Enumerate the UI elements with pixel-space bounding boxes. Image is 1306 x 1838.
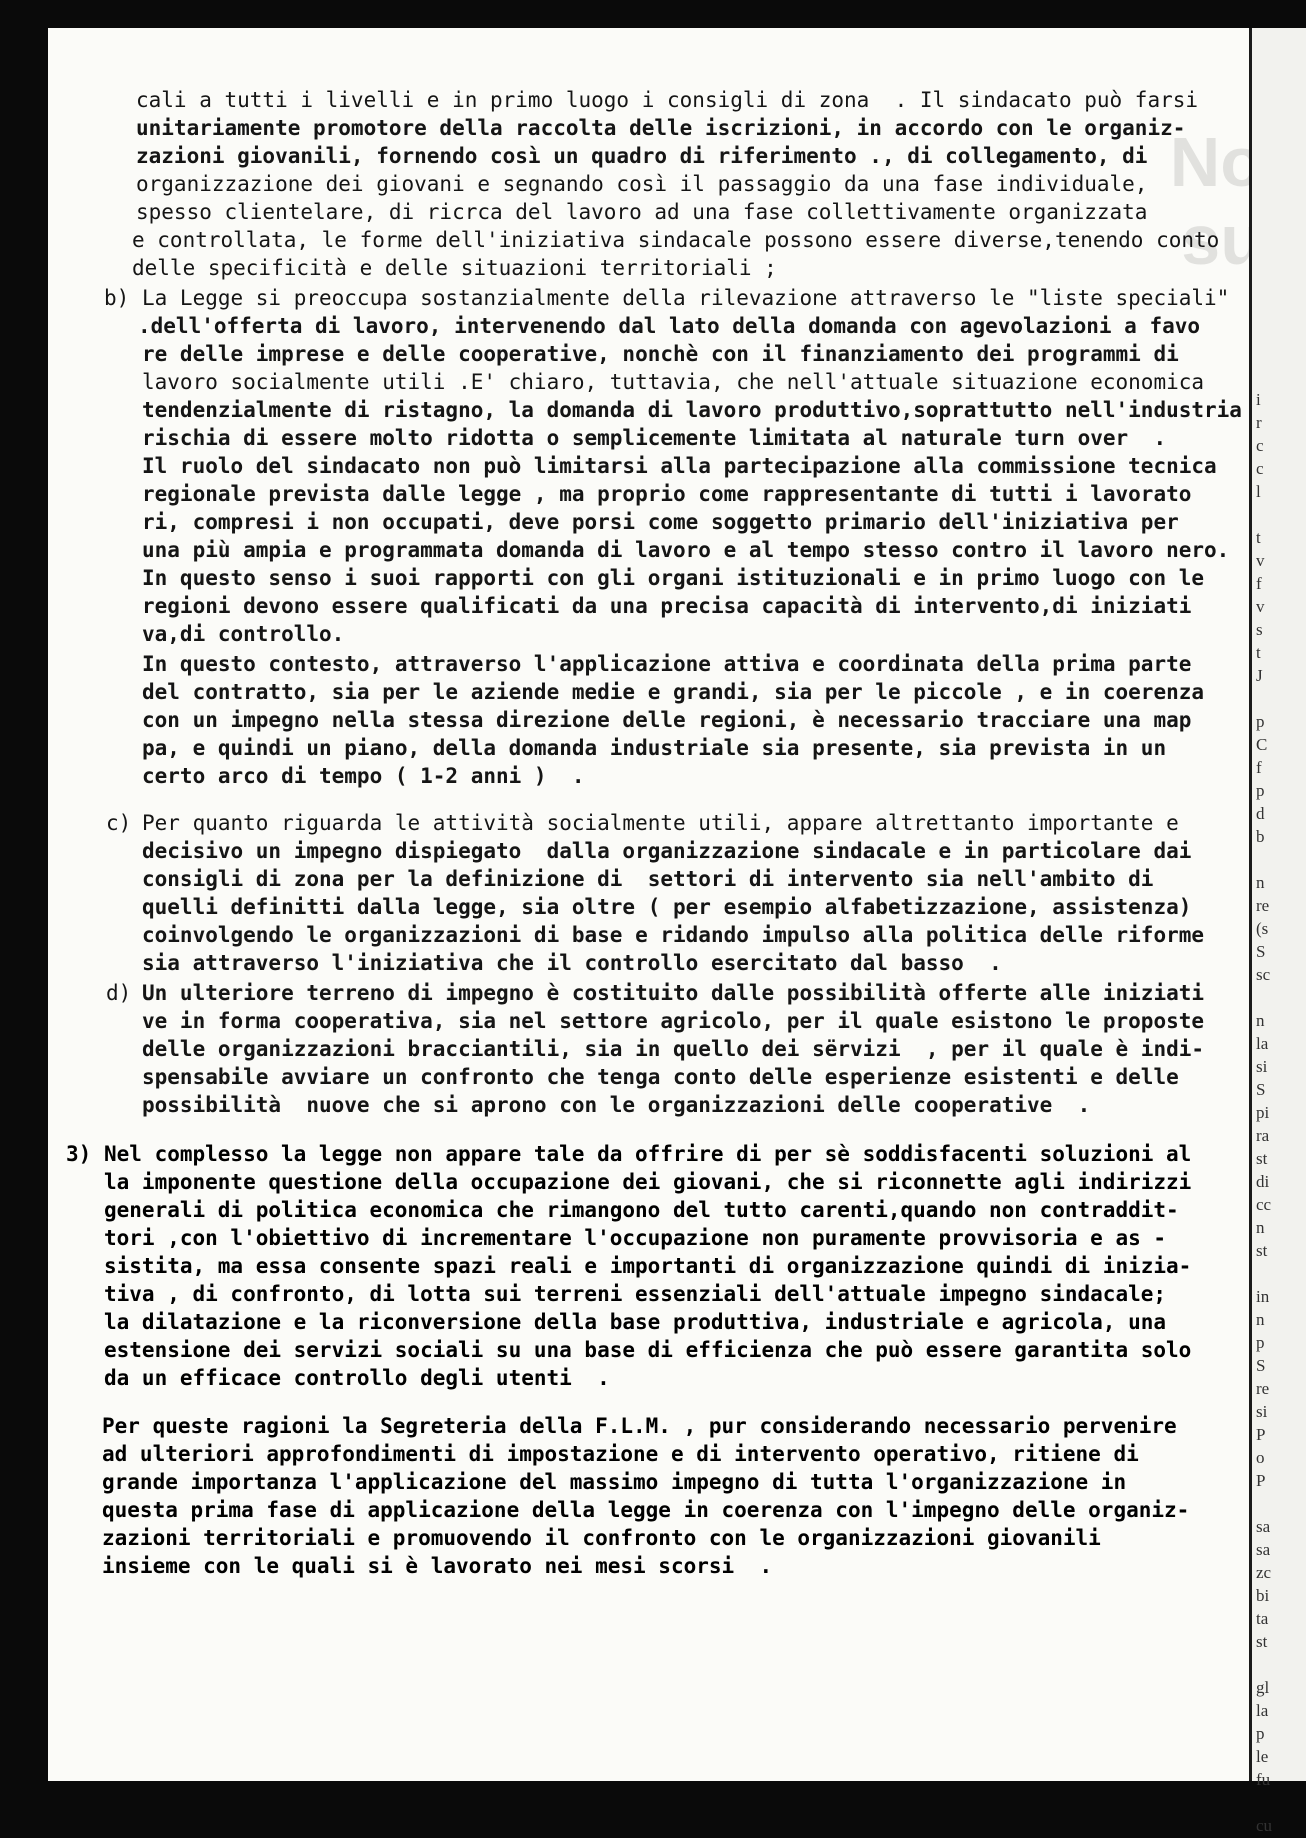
page-edge-fragment: s xyxy=(1256,620,1263,639)
section-label: b) xyxy=(104,286,130,310)
text-line: con un impegno nella stessa direzione delle regioni, è necessario tracciare una map xyxy=(142,708,1192,732)
page-edge-fragment: cu xyxy=(1256,1816,1273,1835)
text-line: tendenzialmente di ristagno, la domanda di lavoro produttivo,soprattutto nell'industria xyxy=(142,398,1242,422)
page-edge-fragment: la xyxy=(1256,1701,1269,1720)
page-edge-fragment: v xyxy=(1256,551,1265,570)
page-edge-fragment: le xyxy=(1256,1747,1269,1766)
text-line: consigli di zona per la definizione di settori di intervento sia nell'ambito di xyxy=(142,867,1154,891)
text-line: organizzazione dei giovani e segnando così il passaggio da una fase individuale, xyxy=(136,172,1148,196)
text-line: unitariamente promotore della raccolta delle iscrizioni, in accordo con le organiz- xyxy=(136,116,1186,140)
text-line: Nel complesso la legge non appare tale da offrire di per sè soddisfacenti soluzioni al xyxy=(104,1142,1192,1166)
text-line: delle organizzazioni bracciantili, sia in quello dei sërvizi , per il quale è indi- xyxy=(142,1037,1205,1061)
page-edge-fragment: (s xyxy=(1256,919,1269,938)
section-label: d) xyxy=(106,981,132,1005)
text-line: zazioni territoriali e promuovendo il confronto con le organizzazioni giovanili xyxy=(102,1526,1101,1550)
page-edge-fragment: re xyxy=(1256,1379,1270,1398)
text-line: estensione dei servizi sociali su una base di efficienza che può essere garantita solo xyxy=(104,1338,1192,1362)
text-line: decisivo un impegno dispiegato dalla organizzazione sindacale e in particolare dai xyxy=(142,839,1192,863)
text-line: quelli definitti dalla legge, sia oltre ( per esempio alfabetizzazione, assistenza) xyxy=(142,895,1192,919)
text-line: ri, compresi i non occupati, deve porsi come soggetto primario dell'iniziativa per xyxy=(142,510,1179,534)
text-line: Il ruolo del sindacato non può limitarsi alla partecipazione alla commissione tecnica xyxy=(142,454,1217,478)
page-edge-fragment: P xyxy=(1256,1471,1266,1490)
text-line: va,di controllo. xyxy=(142,622,345,646)
page-edge-fragment: bi xyxy=(1256,1586,1270,1605)
text-line: ve in forma cooperativa, sia nel settore agricolo, per il quale esistono le proposte xyxy=(142,1009,1205,1033)
text-line: Un ulteriore terreno di impegno è costituito dalle possibilità offerte alle iniziati xyxy=(142,981,1205,1005)
page-edge-fragment: i xyxy=(1256,390,1261,409)
page-edge-fragment: o xyxy=(1256,1448,1265,1467)
text-line: cali a tutti i livelli e in primo luogo i consigli di zona . Il sindacato può farsi xyxy=(136,88,1199,112)
page-edge-fragment: n xyxy=(1256,1011,1265,1030)
page-edge-fragment: gl xyxy=(1256,1678,1270,1697)
page-edge-fragment: n xyxy=(1256,1218,1265,1237)
page-edge-fragment: S xyxy=(1256,1356,1266,1375)
text-line: del contratto, sia per le aziende medie e grandi, sia per le piccole , e in coerenza xyxy=(142,680,1205,704)
text-line: tori ,con l'obiettivo di incrementare l'occupazione non puramente provvisoria e as - xyxy=(104,1226,1167,1250)
page-edge-fragment: t xyxy=(1256,643,1261,662)
page-edge-fragment: n xyxy=(1256,873,1265,892)
page-edge-fragment: v xyxy=(1256,597,1265,616)
adjacent-page-edge xyxy=(1249,28,1306,1835)
page-edge-fragment: sa xyxy=(1256,1540,1271,1559)
text-line: delle specificità e delle situazioni territoriali ; xyxy=(132,256,777,280)
page-edge-fragment: d xyxy=(1256,804,1265,823)
page-edge-fragment: S xyxy=(1256,1080,1266,1099)
page-edge-fragment: f xyxy=(1256,758,1262,777)
page-edge-fragment: in xyxy=(1256,1287,1270,1306)
text-line: generali di politica economica che rimangono del tutto carenti,quando non contraddit- xyxy=(104,1198,1179,1222)
text-line: questa prima fase di applicazione della legge in coerenza con l'impegno delle organiz- xyxy=(102,1498,1190,1522)
page-edge-fragment: p xyxy=(1256,781,1265,800)
page-edge-fragment: la xyxy=(1256,1034,1269,1053)
page-edge-fragment: di xyxy=(1256,1172,1270,1191)
text-line: certo arco di tempo ( 1-2 anni ) . xyxy=(142,764,585,788)
text-line: zazioni giovanili, fornendo così un quadro di riferimento ., di collegamento, di xyxy=(136,144,1148,168)
text-line: da un efficace controllo degli utenti . xyxy=(104,1366,610,1390)
text-line: In questo senso i suoi rapporti con gli organi istituzionali e in primo luogo con le xyxy=(142,566,1205,590)
page-edge-fragment: p xyxy=(1256,1724,1265,1743)
text-line: pa, e quindi un piano, della domanda industriale sia presente, sia prevista in un xyxy=(142,736,1167,760)
text-line: In questo contesto, attraverso l'applicazione attiva e coordinata della prima parte xyxy=(142,652,1192,676)
page-edge-fragment: sa xyxy=(1256,1517,1271,1536)
text-line: coinvolgendo le organizzazioni di base e ridando impulso alla politica delle riforme xyxy=(142,923,1205,947)
text-line: Per queste ragioni la Segreteria della F.L.M. , pur considerando necessario pervenire xyxy=(102,1414,1177,1438)
page-edge-fragment: sc xyxy=(1256,965,1271,984)
text-line: la dilatazione e la riconversione della base produttiva, industriale e agricola, una xyxy=(104,1310,1167,1334)
page-edge-fragment: fu xyxy=(1256,1770,1271,1789)
page-edge-fragment: st xyxy=(1256,1241,1268,1260)
page-edge-fragment: ta xyxy=(1256,1609,1269,1628)
page-edge-fragment: S xyxy=(1256,942,1266,961)
text-line: Per quanto riguarda le attività socialmente utili, appare altrettanto importante e xyxy=(142,811,1179,835)
text-line: ad ulteriori approfondimenti di impostazione e di intervento operativo, ritiene di xyxy=(102,1442,1139,1466)
text-line: spensabile avviare un confronto che tenga conto delle esperienze esistenti e delle xyxy=(142,1065,1179,1089)
page-edge-fragment: c xyxy=(1256,436,1264,455)
page-edge-fragment: t xyxy=(1256,528,1261,547)
text-line: e controllata, le forme dell'iniziativa sindacale possono essere diverse,tenendo conto xyxy=(132,228,1220,252)
text-line: insieme con le quali si è lavorato nei mesi scorsi . xyxy=(102,1554,773,1578)
page-edge-fragment: cc xyxy=(1256,1195,1272,1214)
text-line: la imponente questione della occupazione dei giovani, che si riconnette agli indirizzi xyxy=(104,1170,1192,1194)
page-edge-fragment: zc xyxy=(1256,1563,1272,1582)
text-line: sia attraverso l'iniziativa che il controllo esercitato dal basso . xyxy=(142,951,1002,975)
text-line: re delle imprese e delle cooperative, nonchè con il finanziamento dei programmi di xyxy=(142,342,1179,366)
page-edge-fragment: pi xyxy=(1256,1103,1270,1122)
page-edge-fragment: J xyxy=(1256,666,1263,685)
text-line: lavoro socialmente utili .E' chiaro, tuttavia, che nell'attuale situazione economica xyxy=(142,370,1205,394)
page-edge-fragment: st xyxy=(1256,1632,1268,1651)
text-line: sistita, ma essa consente spazi reali e importanti di organizzazione quindi di inizia- xyxy=(104,1254,1192,1278)
page-edge-fragment: p xyxy=(1256,1333,1265,1352)
page-edge-fragment: b xyxy=(1256,827,1265,846)
page-edge-fragment: re xyxy=(1256,896,1270,915)
page-edge-fragment: r xyxy=(1256,413,1262,432)
text-line: spesso clientelare, di ricrca del lavoro ad una fase collettivamente organizzata xyxy=(136,200,1148,224)
page-edge-fragment: c xyxy=(1256,459,1264,478)
page-edge-fragment: ra xyxy=(1256,1126,1270,1145)
text-line: grande importanza l'applicazione del massimo impegno di tutta l'organizzazione in xyxy=(102,1470,1127,1494)
page-edge-fragment: C xyxy=(1256,735,1268,754)
bleed-through-text: No su xyxy=(1169,123,1263,279)
section-label: c) xyxy=(106,811,132,835)
text-line: rischia di essere molto ridotta o semplicemente limitata al naturale turn over . xyxy=(142,426,1167,450)
text-line: La Legge si preoccupa sostanzialmente della rilevazione attraverso le "liste speciali" xyxy=(142,286,1230,310)
text-line: regioni devono essere qualificati da una precisa capacità di intervento,di iniziati xyxy=(142,594,1192,618)
page-edge-fragment: st xyxy=(1256,1149,1268,1168)
page-edge-fragment: p xyxy=(1256,712,1265,731)
page-edge-fragment: n xyxy=(1256,1310,1265,1329)
page-edge-fragment: si xyxy=(1256,1402,1268,1421)
text-line: regionale prevista dalle legge , ma proprio come rappresentante di tutti i lavorato xyxy=(142,482,1192,506)
text-line: .dell'offerta di lavoro, intervenendo dal lato della domanda con agevolazioni a favo xyxy=(138,314,1201,338)
text-line: tiva , di confronto, di lotta sui terreni essenziali dell'attuale impegno sindacale; xyxy=(104,1282,1167,1306)
text-line: possibilità nuove che si aprono con le organizzazioni delle cooperative . xyxy=(142,1093,1091,1117)
page-edge-fragment: si xyxy=(1256,1057,1268,1076)
section-label: 3) xyxy=(66,1142,92,1166)
page-edge-fragment: l xyxy=(1256,482,1261,501)
page-edge-fragment: P xyxy=(1256,1425,1266,1444)
text-line: una più ampia e programmata domanda di lavoro e al tempo stesso contro il lavoro nero. xyxy=(142,538,1230,562)
page-edge-fragment: f xyxy=(1256,574,1262,593)
